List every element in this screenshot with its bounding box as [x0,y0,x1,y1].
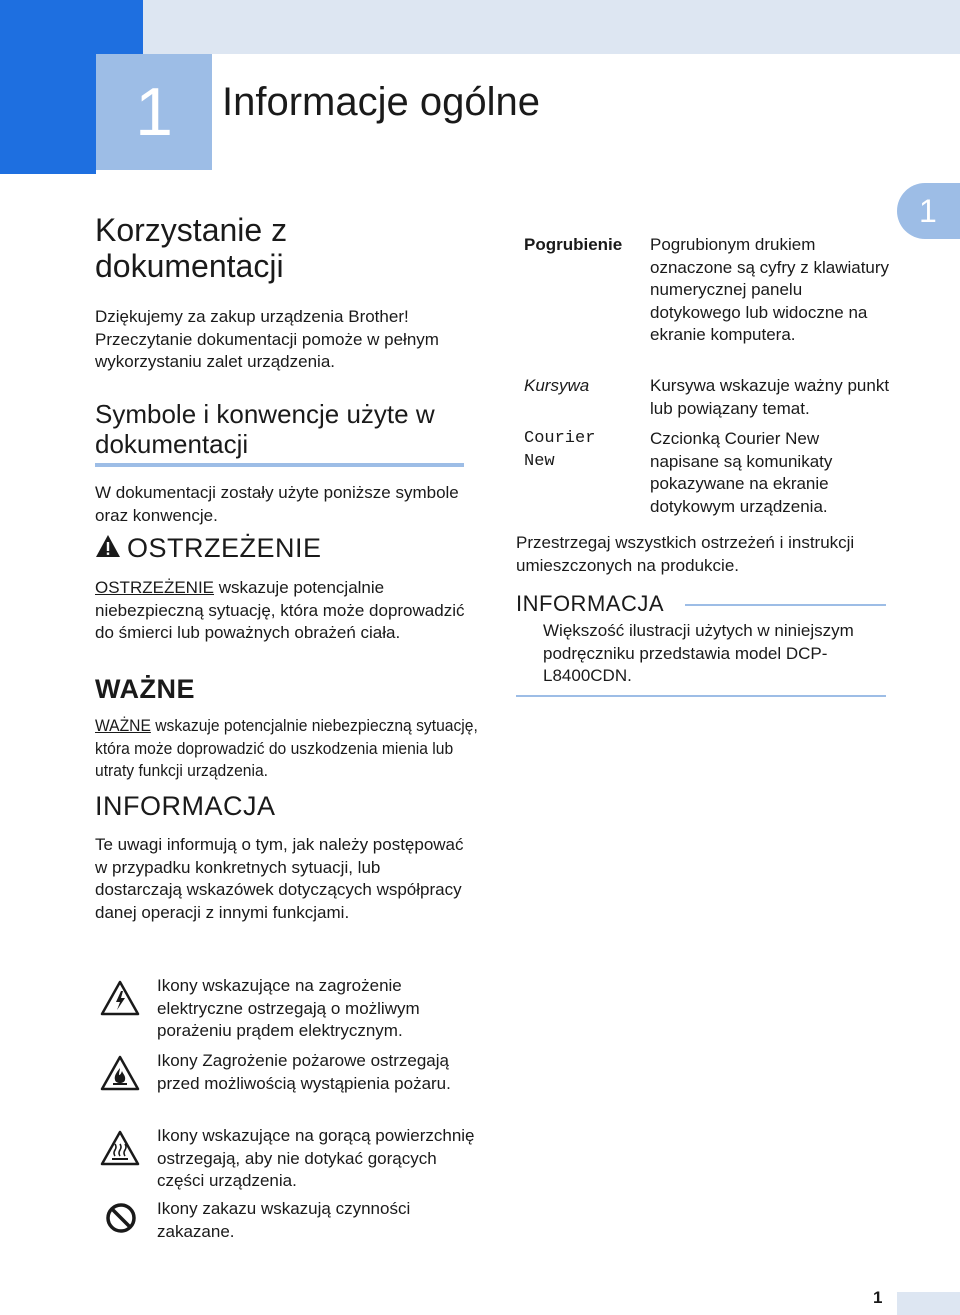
convention-desc-courier: Czcionką Courier New napisane są komunikaty pokazywane na ekranie dotykowym urządzenia. [650,429,833,516]
important-term: WAŻNE [95,716,151,735]
symbols-intro-text: W dokumentacji zostały użyte poniższe symbole oraz konwencje. [95,483,459,525]
info-box-text: Większość ilustracji użytych w niniejszym podręczniku przedstawia model DCP-L8400CDN. [543,621,854,685]
icon-description: Ikony Zagrożenie pożarowe ostrzegają przed możliwością wystąpienia pożaru. [157,1051,451,1093]
important-text: wskazuje potencjalnie niebezpieczną sytuację, która może doprowadzić do uszkodzenia mienia lub utraty funkcji urządzenia. [95,716,478,780]
warning-heading [95,533,322,564]
chapter-title: Informacje ogólne [222,80,540,124]
icon-description: Ikony zakazu wskazują czynności zakazane. [157,1199,411,1241]
warning-heading-label: OSTRZEŻENIE [127,533,322,563]
info-box-bottom-rule [516,695,886,697]
header-band [143,0,960,54]
safety-note: Przestrzegaj wszystkich ostrzeżeń i instrukcji umieszczonych na produkcie. [516,533,855,575]
page-number-bar [897,1292,960,1315]
section-divider [95,463,464,467]
convention-term-courier: Courier New [524,429,596,471]
warning-description [95,577,475,645]
warning-term: OSTRZEŻENIE [95,578,215,597]
warning-text: wskazuje potencjalnie niebezpieczną sytuację, która może doprowadzić do śmierci lub poważnych obrażeń ciała. [95,578,465,642]
convention-term-italic: Kursywa [524,376,590,395]
convention-term-bold: Pogrubienie [524,235,623,254]
info-box-heading-rule [685,604,886,606]
fire-hazard-icon [100,1055,140,1091]
section-title-symbols: Symbole i konwencje użyte w dokumentacji [95,399,435,459]
important-description [95,715,481,783]
chapter-side-tab: 1 [897,183,960,239]
info-heading: INFORMACJA [95,791,276,821]
icon-description: Ikony wskazujące na gorącą powierzchnię ostrzegają, aby nie dotykać gorących części urządzenia. [157,1126,475,1190]
header-side-block [0,54,96,174]
electrical-hazard-icon [100,980,140,1016]
hot-surface-icon [100,1130,140,1166]
section-title-using-docs: Korzystanie z dokumentacji [95,212,288,284]
info-description: Te uwagi informują o tym, jak należy postępować w przypadku konkretnych sytuacji, lub dostarczają wskazówek dotyczących współpracy danej operacji z innymi funkcjami. [95,835,464,922]
info-box-heading: INFORMACJA [516,591,664,616]
warning-triangle-icon [95,534,121,563]
important-heading: WAŻNE [95,674,195,704]
chapter-number: 1 [96,54,212,170]
section-intro-text: Dziękujemy za zakup urządzenia Brother! Przeczytanie dokumentacji pomoże w pełnym wykorzystaniu zalet urządzenia. [95,307,439,371]
prohibition-icon [105,1202,137,1234]
icon-description: Ikony wskazujące na zagrożenie elektryczne ostrzegają o możliwym porażeniu prądem elektrycznym. [157,976,420,1040]
convention-desc-italic: Kursywa wskazuje ważny punkt lub powiązany temat. [650,376,890,418]
convention-desc-bold: Pogrubionym drukiem oznaczone są cyfry z klawiatury numerycznej panelu dotykowego lub widoczne na ekranie komputera. [650,235,890,344]
page-number: 1 [873,1288,883,1307]
header-accent-block [0,0,143,54]
